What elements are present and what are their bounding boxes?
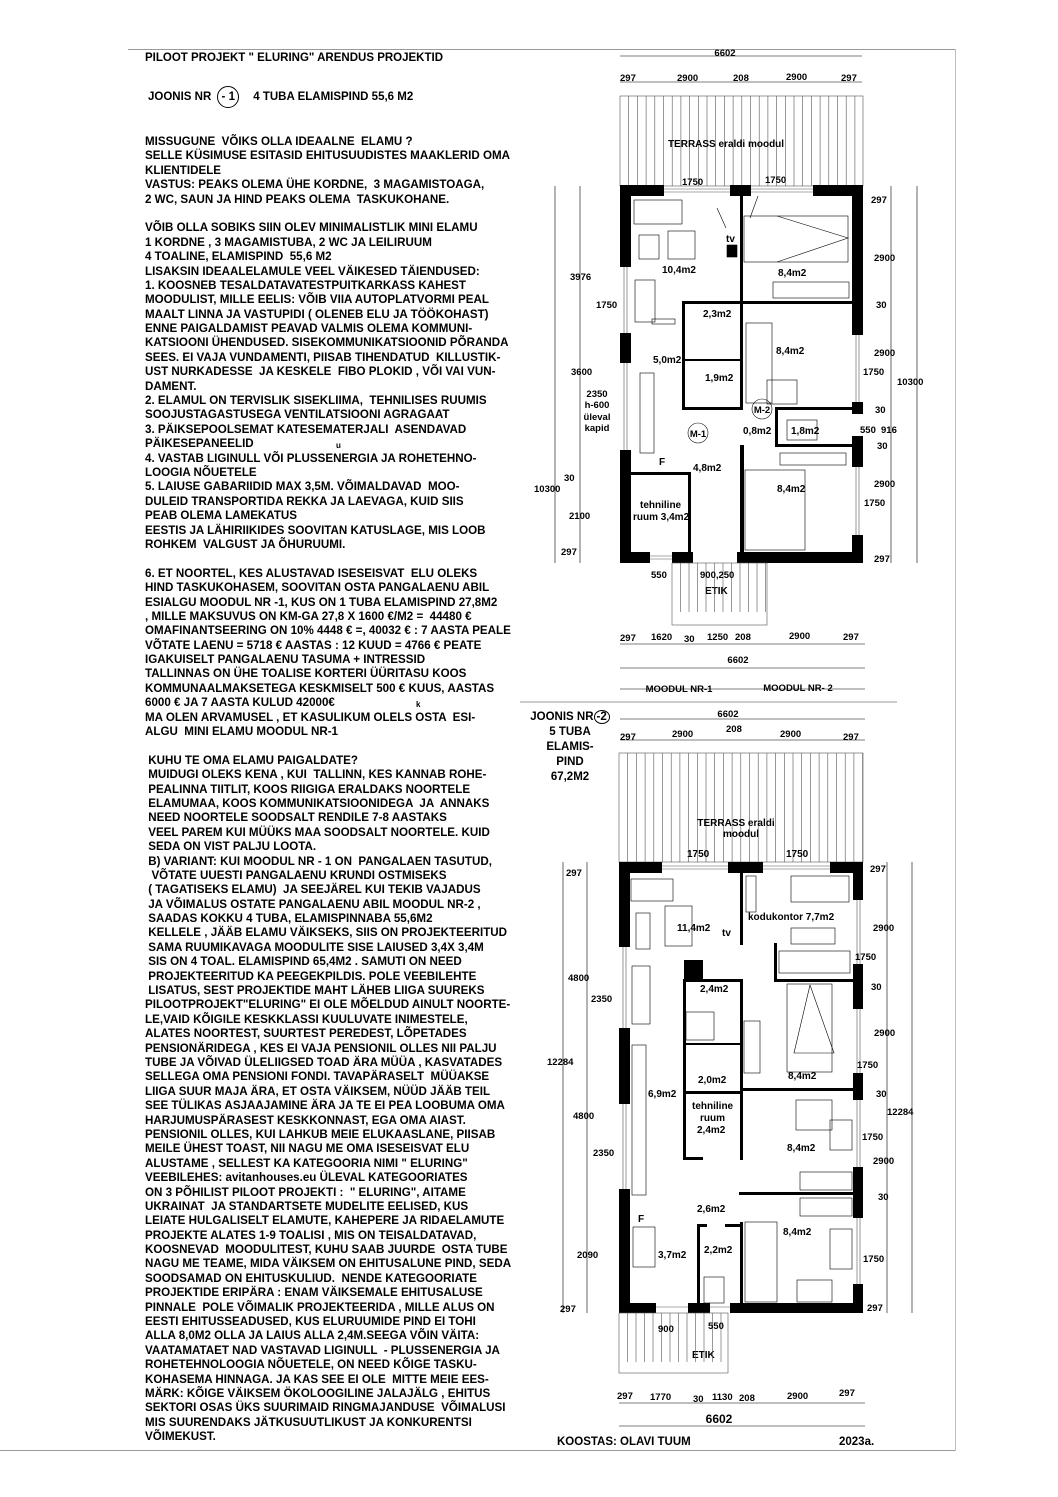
body-text-line: PENSIONÄRIDEGA , KES EI VAJA PENSIONIL OLLES NII PALJU — [145, 1041, 497, 1055]
body-text-line: 6. ET NOORTEL, KES ALUSTAVAD ISESEISVAT ELU OLEKS — [145, 566, 478, 580]
body-text-line: KUHU TE OMA ELAMU PAIGALDATE? — [145, 753, 358, 767]
body-text-line: KOOSNEVAD MOODULITEST, KUHU SAAB JUURDE OSTA TUBE — [145, 1243, 508, 1257]
svg-text:1750: 1750 — [765, 175, 787, 186]
body-text-line: LISAKSIN IDEAALELAMULE VEEL VÄIKESED TÄIENDUSED: — [145, 264, 480, 278]
svg-text:2350: 2350 — [586, 389, 608, 400]
walls — [619, 862, 863, 1313]
body-text-line: VÕIB OLLA SOBIKS SIIN OLEV MINIMALISTLIK MINI ELAMU — [145, 221, 478, 235]
svg-text:1770: 1770 — [650, 1392, 672, 1403]
room-area: 2,0m2 — [698, 1075, 727, 1086]
room-area: 2,4m2 — [700, 984, 729, 995]
room-area: 2,2m2 — [704, 1245, 733, 1256]
svg-text:2900: 2900 — [786, 72, 808, 83]
body-text-line: 4. VASTAB LIGINULL VÕI PLUSSENERGIA JA ROHETEHNO- — [145, 451, 477, 465]
body-text-line: PENSIONIL OLLES, KUI LAHKUB MEIE ELUKAASLANE, PIISAB — [145, 1127, 496, 1141]
svg-text:2900: 2900 — [874, 1028, 896, 1039]
drawing-2-label-line: ELAMIS- — [546, 741, 594, 753]
body-text-line: HARJUMUSPÄRASEST KESKKONNAST, EGA OMA AIAST. — [145, 1113, 466, 1127]
svg-text:2100: 2100 — [569, 511, 591, 522]
room-label: tehniline — [692, 1101, 734, 1112]
body-text-line: SAADAS KOKKU 4 TUBA, ELAMISPINNABA 55,6M2 — [145, 912, 433, 926]
svg-text:üleval: üleval — [583, 412, 611, 423]
svg-text:2900: 2900 — [873, 1156, 895, 1167]
svg-text:1130: 1130 — [712, 1392, 733, 1403]
body-text-line: EESTIS JA LÄHIRIIKIDES SOOVITAN KATUSLAGE, MIS LOOB — [145, 523, 486, 537]
svg-text:550: 550 — [708, 1321, 724, 1332]
stray-mark-k: k — [416, 700, 421, 709]
svg-text:1750: 1750 — [596, 300, 618, 311]
terrace-label: TERRASS eraldi — [697, 818, 775, 829]
svg-text:30: 30 — [564, 473, 575, 484]
svg-text:30: 30 — [876, 1089, 887, 1100]
body-text-line: VÕTATE UUESTI PANGALAENU KRUNDI OSTMISEKS — [145, 868, 447, 882]
svg-text:2900: 2900 — [873, 923, 895, 934]
svg-text:297: 297 — [561, 547, 577, 558]
room-area: 0,8m2 — [743, 426, 772, 437]
drawing-2-label-line: 5 TUBA — [549, 726, 591, 738]
svg-text:2900: 2900 — [780, 729, 802, 740]
svg-text:2900: 2900 — [677, 73, 699, 84]
body-text-line: SEES. EI VAJA VUNDAMENTI, PIISAB TIHENDATUD KILLUSTIK- — [145, 350, 501, 364]
body-text-line: KATSIOONI ÜHENDUSED. SISEKOMMUNIKATSIOONID PÕRANDA — [145, 336, 509, 350]
svg-text:4800: 4800 — [568, 973, 590, 984]
svg-text:916: 916 — [881, 425, 897, 436]
svg-text:6602: 6602 — [727, 655, 749, 666]
body-text-line: NEED NOORTELE SOODSALT RENDILE 7-8 AASTAKS — [145, 811, 447, 825]
drawing-description: 4 TUBA ELAMISPIND 55,6 M2 — [253, 91, 414, 103]
svg-text:2350: 2350 — [591, 994, 613, 1005]
drawing-2-label-line: 67,2M2 — [550, 771, 590, 783]
body-text-line: PROJEKTE ALATES 1-9 TOALISI , MIS ON TEISALDATAVAD, — [145, 1228, 477, 1242]
body-text-line: ( TAGATISEKS ELAMU) JA SEEJÄREL KUI TEKIB VAJADUS — [145, 883, 481, 897]
svg-text:297: 297 — [874, 554, 890, 565]
svg-text:550: 550 — [860, 425, 876, 436]
svg-text:1750: 1750 — [863, 367, 885, 378]
svg-text:2900: 2900 — [787, 1391, 809, 1402]
document-title: PILOOT PROJEKT " ELURING" ARENDUS PROJEKTID — [145, 52, 444, 64]
body-text-line: 1. KOOSNEB TESALDATAVATESTPUITKARKASS KAHEST — [145, 278, 466, 292]
svg-text:297: 297 — [620, 732, 636, 743]
svg-text:6602: 6602 — [717, 709, 739, 720]
body-text-line: ROHETEHNOLOOGIA NÕUETELE, ON NEED KÕIGE TASKU- — [145, 1358, 477, 1372]
svg-text:6602: 6602 — [714, 48, 736, 59]
room-area: 2,4m2 — [697, 1125, 726, 1136]
body-text-line: SAMA RUUMIKAVAGA MOODULITE SISE LAIUSED 3,4X 3,4M — [145, 940, 484, 954]
svg-text:550: 550 — [651, 570, 667, 581]
stray-mark-u: u — [336, 441, 341, 450]
body-text-line: PROJEKTIDE ERIPÄRA : ENAM VÄIKSEMALE EHITUSALUSE — [145, 1286, 483, 1300]
svg-text:297: 297 — [617, 1391, 633, 1402]
body-text-line: PEALINNA TIITLIT, KOOS RIIGIGA ERALDAKS NOORTELE — [145, 782, 471, 796]
room-area: 8,4m2 — [787, 1143, 816, 1154]
tv-label: tv — [722, 928, 731, 939]
svg-text:2900: 2900 — [874, 253, 896, 264]
drawing-number: - 1 — [217, 86, 239, 108]
svg-text:3976: 3976 — [570, 272, 592, 283]
svg-text:1750: 1750 — [687, 849, 710, 860]
body-text-line: MÄRK: KÕIGE VÄIKSEM ÖKOLOOGILINE JALAJÄLG , EHITUS — [145, 1386, 491, 1400]
entry-label: ETIK — [692, 1350, 715, 1361]
room-area: 1,8m2 — [791, 426, 820, 437]
svg-text:297: 297 — [867, 1303, 883, 1314]
svg-text:297: 297 — [566, 868, 582, 879]
svg-text:30: 30 — [871, 982, 882, 993]
svg-text:30: 30 — [693, 1394, 704, 1405]
svg-text:208: 208 — [735, 632, 751, 643]
room-area: 2,6m2 — [697, 1204, 726, 1215]
svg-text:30: 30 — [875, 405, 886, 416]
room-label: ruum — [700, 1113, 725, 1124]
fridge-label: F — [638, 1214, 645, 1225]
body-text-line: VEEL PAREM KUI MÜÜKS MAA SOODSALT NOORTELE. KUID — [145, 825, 490, 839]
svg-text:30: 30 — [876, 300, 887, 311]
body-text-line: ENNE PAIGALDAMIST PEAVAD VALMIS OLEMA KOMMUNI- — [145, 322, 473, 336]
body-text-line: VAATAMATAET NAD VASTAVAD LIGINULL - PLUSSENERGIA JA — [145, 1343, 500, 1357]
body-text-line: PÄIKESEPANEELID — [145, 437, 254, 451]
svg-text:kapid: kapid — [584, 423, 610, 434]
marker-label: M-2 — [753, 405, 771, 416]
body-text-line: VASTUS: PEAKS OLEMA ÜHE KORDNE, 3 MAGAMISTOAGA, — [145, 178, 485, 192]
author-credit: KOOSTAS: OLAVI TUUM — [557, 1436, 691, 1448]
drawing-2-label-line: JOONIS NR -2 — [525, 710, 615, 725]
room-area: 1,9m2 — [705, 373, 734, 384]
body-text-line: 2. ELAMUL ON TERVISLIK SISEKLIIMA, TEHNILISES RUUMIS — [145, 394, 487, 408]
body-text-line: SIS ON 4 TOAL. ELAMISPIND 65,4M2 . SAMUTI ON NEED — [145, 955, 462, 969]
body-text-line: 1 KORDNE , 3 MAGAMISTUBA, 2 WC JA LEILIRUUM — [145, 235, 432, 249]
body-text-line: EESTI EHITUSSEADUSED, KUS ELURUUMIDE PIND EI TOHI — [145, 1315, 476, 1329]
body-text-line: HIND TASKUKOHASEM, SOOVITAN OSTA PANGALAENU ABIL — [145, 581, 490, 595]
year-label: 2023a. — [839, 1436, 875, 1448]
body-text-line: KELLELE , JÄÄB ELAMU VÄIKSEKS, SIIS ON PROJEKTEERITUD — [145, 926, 508, 940]
svg-text:h-600: h-600 — [584, 400, 610, 411]
room-area: 3,7m2 — [658, 1250, 687, 1261]
body-text-line: KOHASEMA HINNAGA. JA KAS SEE EI OLE MITTE MEIE EES- — [145, 1372, 489, 1386]
svg-text:1750: 1750 — [862, 1132, 884, 1143]
body-text-line: ELAMUMAA, KOOS KOMMUNIKATSIOONIDEGA JA ANNAKS — [145, 796, 490, 810]
body-text-line: SEE TÜLIKAS ASJAAJAMINE ÄRA JA TE EI PEA LOOBUMA OMA — [145, 1099, 505, 1113]
svg-text:1750: 1750 — [786, 849, 809, 860]
svg-text:297: 297 — [839, 1388, 855, 1399]
svg-text:12284: 12284 — [547, 1057, 574, 1068]
svg-text:1750: 1750 — [857, 1060, 879, 1071]
body-text-line: VEEBILEHES: avitanhouses.eu ÜLEVAL KATEGOORIATES — [145, 1171, 468, 1185]
body-text-line: UKRAINAT JA STANDARTSETE MUDELITE EELISED, KUS — [145, 1199, 469, 1213]
floor-plan-1 — [534, 48, 923, 743]
body-text-line: 6000 € JA 7 AASTA KULUD 42000€ — [145, 696, 335, 710]
body-text-line: MEILE ÜHEST TOAST, NII NAGU ME OMA ISESEISVAT ELU — [145, 1142, 470, 1156]
room-area: 8,4m2 — [778, 268, 807, 279]
body-text-line: LEIATE HULGALISELT ELAMUTE, KAHEPERE JA RIDAELAMUTE — [145, 1214, 505, 1228]
body-text-line: SOODSAMAD ON EHITUSKULIUD. NENDE KATEGOORIATE — [145, 1271, 477, 1285]
body-text-line: KLIENTIDELE — [145, 163, 222, 177]
body-text-line: PROJEKTEERITUD KA PEEGEKPILDIS. POLE VEEBILEHTE — [145, 969, 477, 983]
body-text-line: MIS SUURENDAKS JÄTKUSUUTLIKUST JA KONKURENTSI — [145, 1415, 472, 1429]
svg-text:2900: 2900 — [672, 729, 694, 740]
body-text-line: 4 TOALINE, ELAMISPIND 55,6 M2 — [145, 250, 332, 264]
body-text-line: ALLA 8,0M2 OLLA JA LAIUS ALLA 2,4M.SEEGA VÕIN VÄITA: — [145, 1329, 480, 1343]
svg-text:900,250: 900,250 — [700, 570, 735, 581]
entry-label: ETIK — [705, 586, 728, 597]
dimension-labels — [534, 48, 923, 743]
body-text-line: PEAB OLEMA LAMEKATUS — [145, 509, 298, 523]
room-area: 6,9m2 — [648, 1089, 677, 1100]
svg-text:30: 30 — [877, 441, 888, 452]
body-text-line: SELLEGA OMA PENSIONI FONDI. TAVAPÄRASELT MÜÜAKSE — [145, 1070, 490, 1084]
svg-text:2900: 2900 — [789, 631, 811, 642]
svg-text:297: 297 — [843, 632, 859, 643]
body-text-line: SELLE KÜSIMUSE ESITASID EHITUSUUDISTES MAAKLERID OMA — [145, 149, 511, 163]
svg-text:MOODUL NR-1: MOODUL NR-1 — [645, 684, 713, 695]
room-area: 5,0m2 — [653, 355, 682, 366]
room-area: 2,3m2 — [703, 309, 732, 320]
svg-text:208: 208 — [726, 724, 742, 735]
svg-text:1750: 1750 — [863, 1254, 885, 1265]
room-area: 4,8m2 — [693, 463, 722, 474]
body-text-line: NAGU ME TEAME, MIDA VÄIKSEM ON EHITUSALUNE PIND, SEDA — [145, 1257, 512, 1271]
body-text-line: LISATUS, SEST PROJEKTIDE MAHT LÄHEB LIIGA SUUREKS — [145, 984, 485, 998]
body-text-line: MA OLEN ARVAMUSEL , ET KASULIKUM OLELS OSTA ESI- — [145, 710, 476, 724]
svg-text:297: 297 — [560, 1304, 576, 1315]
body-text-line: IGAKUISELT PANGALAENU TASUMA + INTRESSID — [145, 653, 426, 667]
body-text-line: 3. PÄIKSEPOOLSEMAT KATESEMATERJALI ASENDAVAD — [145, 422, 467, 436]
body-text-line: PILOOTPROJEKT"ELURING" EI OLE MÕELDUD AINULT NOORTE- — [145, 998, 511, 1012]
body-text-line: MAALT LINNA JA VASTUPIDI ( OLENEB ELU JA TÖÖKOHAST) — [145, 307, 489, 321]
svg-text:2900: 2900 — [874, 348, 896, 359]
svg-text:MOODUL NR- 2: MOODUL NR- 2 — [763, 683, 833, 694]
dimension-lines — [563, 862, 912, 1426]
fridge-label: F — [659, 457, 666, 468]
body-text-line: 2 WC, SAUN JA HIND PEAKS OLEMA TASKUKOHANE. — [145, 192, 450, 206]
room-area: 11,4m2 — [677, 923, 711, 934]
body-text-line: SEKTORI OSAS ÜKS SUURIMAID RINGMAJANDUSE VÕIMALUSI — [145, 1401, 506, 1415]
svg-text:1750: 1750 — [855, 952, 877, 963]
svg-text:297: 297 — [620, 633, 636, 644]
body-text-line: LIIGA SUUR MAJA ÄRA, ET OSTA VÄIKSEM, NÜÜD JÄÄB TEIL — [145, 1084, 491, 1098]
body-text-line: OMAFINANTSEERING ON 10% 4448 € =, 40032 € : 7 AASTA PEALE — [145, 624, 511, 638]
svg-text:297: 297 — [841, 73, 857, 84]
svg-text:297: 297 — [843, 732, 859, 743]
body-text-line: B) VARIANT: KUI MOODUL NR - 1 ON PANGALAEN TASUTUD, — [145, 854, 492, 868]
body-text-line: LOOGIA NÕUETELE — [145, 465, 257, 479]
svg-text:2900: 2900 — [874, 479, 896, 490]
body-text-line: ALATES NOORTEST, SUURTEST PEREDEST, LÕPETADES — [145, 1027, 467, 1041]
body-text-line: MUIDUGI OLEKS KENA , KUI TALLINN, KES KANNAB ROHE- — [145, 768, 487, 782]
body-text-line: 5. LAIUSE GABARIIDID MAX 3,5M. VÕIMALDAVAD MOO- — [145, 480, 460, 494]
svg-text:208: 208 — [739, 1393, 755, 1404]
svg-text:1620: 1620 — [651, 632, 673, 643]
body-text-line: SEDA ON VIST PALJU LOOTA. — [145, 840, 317, 854]
room-area: 8,4m2 — [776, 346, 805, 357]
svg-text:6602: 6602 — [705, 1412, 733, 1426]
room-label: ruum 3,4m2 — [633, 512, 690, 523]
body-text-line: , MILLE MAKSUVUS ON KM-GA 27,8 X 1600 €/M2 = 44480 € — [145, 609, 472, 623]
terrace-label: TERRASS eraldi moodul — [667, 139, 785, 150]
svg-text:30: 30 — [878, 1192, 889, 1203]
room-labels — [633, 234, 820, 597]
terrace-label: moodul — [722, 829, 760, 840]
body-text-line: MOODULIST, MILLE EELIS: VÕIB VIIA AUTOPLATVORMI PEAL — [145, 293, 489, 307]
svg-text:297: 297 — [870, 864, 886, 875]
svg-text:12284: 12284 — [887, 1107, 914, 1118]
body-text-line: ON 3 PÕHILIST PILOOT PROJEKTI : " ELURING", AITAME — [145, 1185, 466, 1199]
marker-label: M-1 — [689, 429, 707, 440]
svg-text:30: 30 — [684, 634, 695, 645]
room-area: 8,4m2 — [788, 1071, 817, 1082]
body-text-line: LE,VAID KÕIGILE KESKKLASSI KUULUVATE INIMESTELE, — [145, 1012, 468, 1026]
drawing-label: JOONIS NR — [148, 91, 212, 103]
svg-text:1750: 1750 — [864, 498, 886, 509]
terrace-2 — [619, 753, 863, 862]
tv-label: tv — [726, 234, 735, 245]
body-text-line: TUBE JA VÕIVAD ÜLELIIGSED TOAD ÄRA MÜÜA , KASVATADES — [145, 1056, 503, 1069]
body-text-line: ALGU MINI ELAMU MOODUL NR-1 — [145, 725, 339, 739]
body-text-line: DAMENT. — [145, 379, 197, 393]
body-text-line: ROHKEM VALGUST JA ÕHURUUMI. — [145, 537, 346, 551]
svg-text:2350: 2350 — [593, 1148, 615, 1159]
room-area: 10,4m2 — [662, 265, 696, 276]
room-area: 8,4m2 — [783, 1227, 812, 1238]
svg-text:297: 297 — [871, 195, 887, 206]
drawing-2-label-line: PIND — [556, 756, 584, 768]
body-text-line: SOOJUSTAGASTUSEGA VENTILATSIOONI AGRAGAAT — [145, 408, 450, 422]
svg-text:297: 297 — [620, 73, 636, 84]
body-text-line: PINNALE POLE VÕIMALIK PROJEKTEERIDA , MILLE ALUS ON — [145, 1300, 495, 1314]
room-area: 8,4m2 — [777, 484, 806, 495]
svg-text:10300: 10300 — [534, 484, 561, 495]
svg-text:10300: 10300 — [897, 377, 924, 388]
svg-text:900: 900 — [658, 1324, 674, 1335]
svg-text:1750: 1750 — [682, 177, 704, 188]
floor-plan-2 — [547, 753, 914, 1426]
svg-text:1250: 1250 — [707, 632, 729, 643]
room-label: tehniline — [640, 500, 682, 511]
body-text-line: KOMMUNAALMAKSETEGA KESKMISELT 500 € KUUS, AASTAS — [145, 681, 495, 695]
body-text-line: ALUSTAME , SELLEST KA KATEGOORIA NIMI " ELURING" — [145, 1156, 468, 1170]
body-text-line: DULEID TRANSPORTIDA REKKA JA LAEVAGA, KUID SIIS — [145, 494, 464, 508]
body-text-line: VÕTATE LAENU = 5718 € AASTAS : 12 KUUD = 4766 € PEATE — [145, 638, 482, 652]
body-text-line: UST NURKADESSE JA KESKELE FIBO PLOKID , VÕI VAI VUN- — [145, 365, 496, 379]
body-text-line: VÕIMEKUST. — [145, 1430, 216, 1444]
svg-text:3600: 3600 — [571, 367, 593, 378]
body-text-line: ESIALGU MOODUL NR -1, KUS ON 1 TUBA ELAMISPIND 27,8M2 — [145, 595, 498, 609]
svg-text:4800: 4800 — [573, 1111, 595, 1122]
room-label: kodukontor 7,7m2 — [748, 912, 835, 923]
svg-text:2090: 2090 — [577, 1250, 599, 1261]
body-text-line: TALLINNAS ON ÜHE TOALISE KORTERI ÜÜRITASU KOOS — [145, 667, 467, 681]
body-text-line: MISSUGUNE VÕIKS OLLA IDEAALNE ELAMU ? — [145, 135, 413, 148]
body-text-line: JA VÕIMALUS OSTATE PANGALAENU ABIL MOODUL NR-2 , — [145, 897, 481, 911]
svg-text:208: 208 — [733, 73, 749, 84]
